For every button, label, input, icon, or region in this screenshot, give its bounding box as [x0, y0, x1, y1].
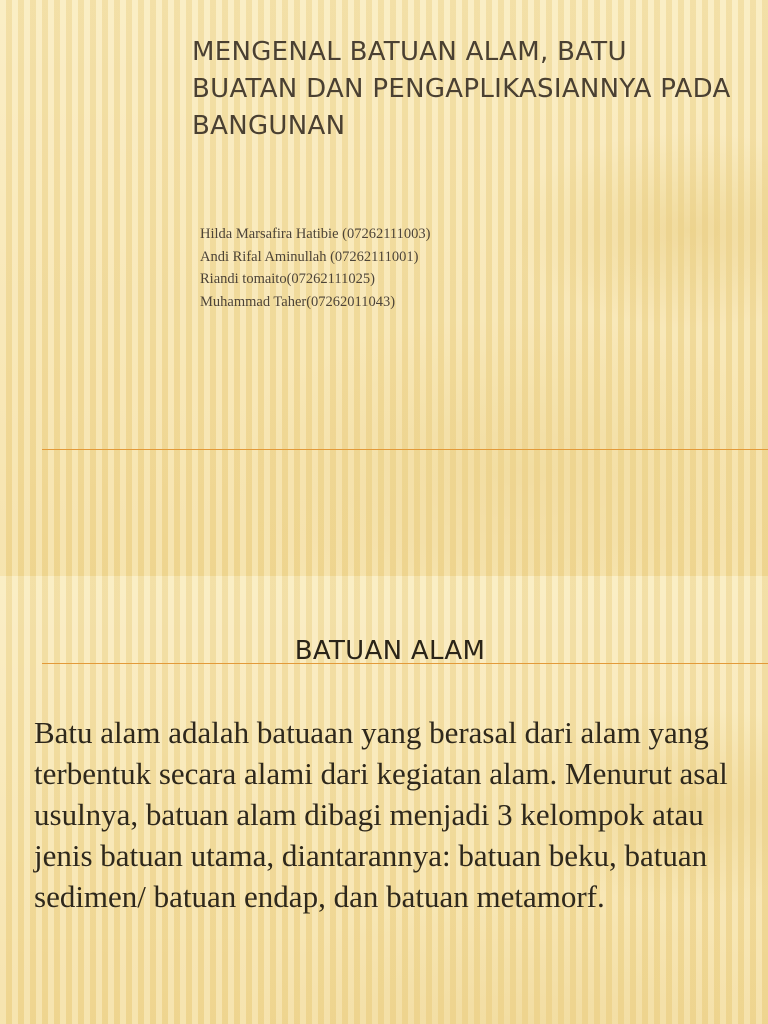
author-item: Andi Rifal Aminullah (07262111001): [200, 248, 419, 265]
author-item: Muhammad Taher(07262011043): [200, 293, 396, 310]
body-paragraph: Batu alam adalah batuaan yang berasal dari alam yang terbentuk secara alami dari kegiatan alam. Menurut asal usulnya, batuan alam dibagi menjadi 3 kelompok atau jenis batuan utama, diantarannya: batuan beku, batuan sedimen/ batuan endap, dan batuan metamorf.: [34, 715, 728, 914]
divider-line: [42, 449, 768, 450]
section-title: BATUAN ALAM: [294, 636, 486, 666]
author-list: [200, 223, 430, 313]
author-item: Hilda Marsafira Hatibie (07262111003): [200, 226, 431, 242]
slide-title: MENGENAL BATUAN ALAM, BATU BUATAN DAN PENGAPLIKASIANNYA PADA BANGUNAN: [192, 37, 731, 141]
content-slide: [0, 576, 768, 1024]
author-item: Riandi tomaito(07262111025): [200, 271, 375, 287]
